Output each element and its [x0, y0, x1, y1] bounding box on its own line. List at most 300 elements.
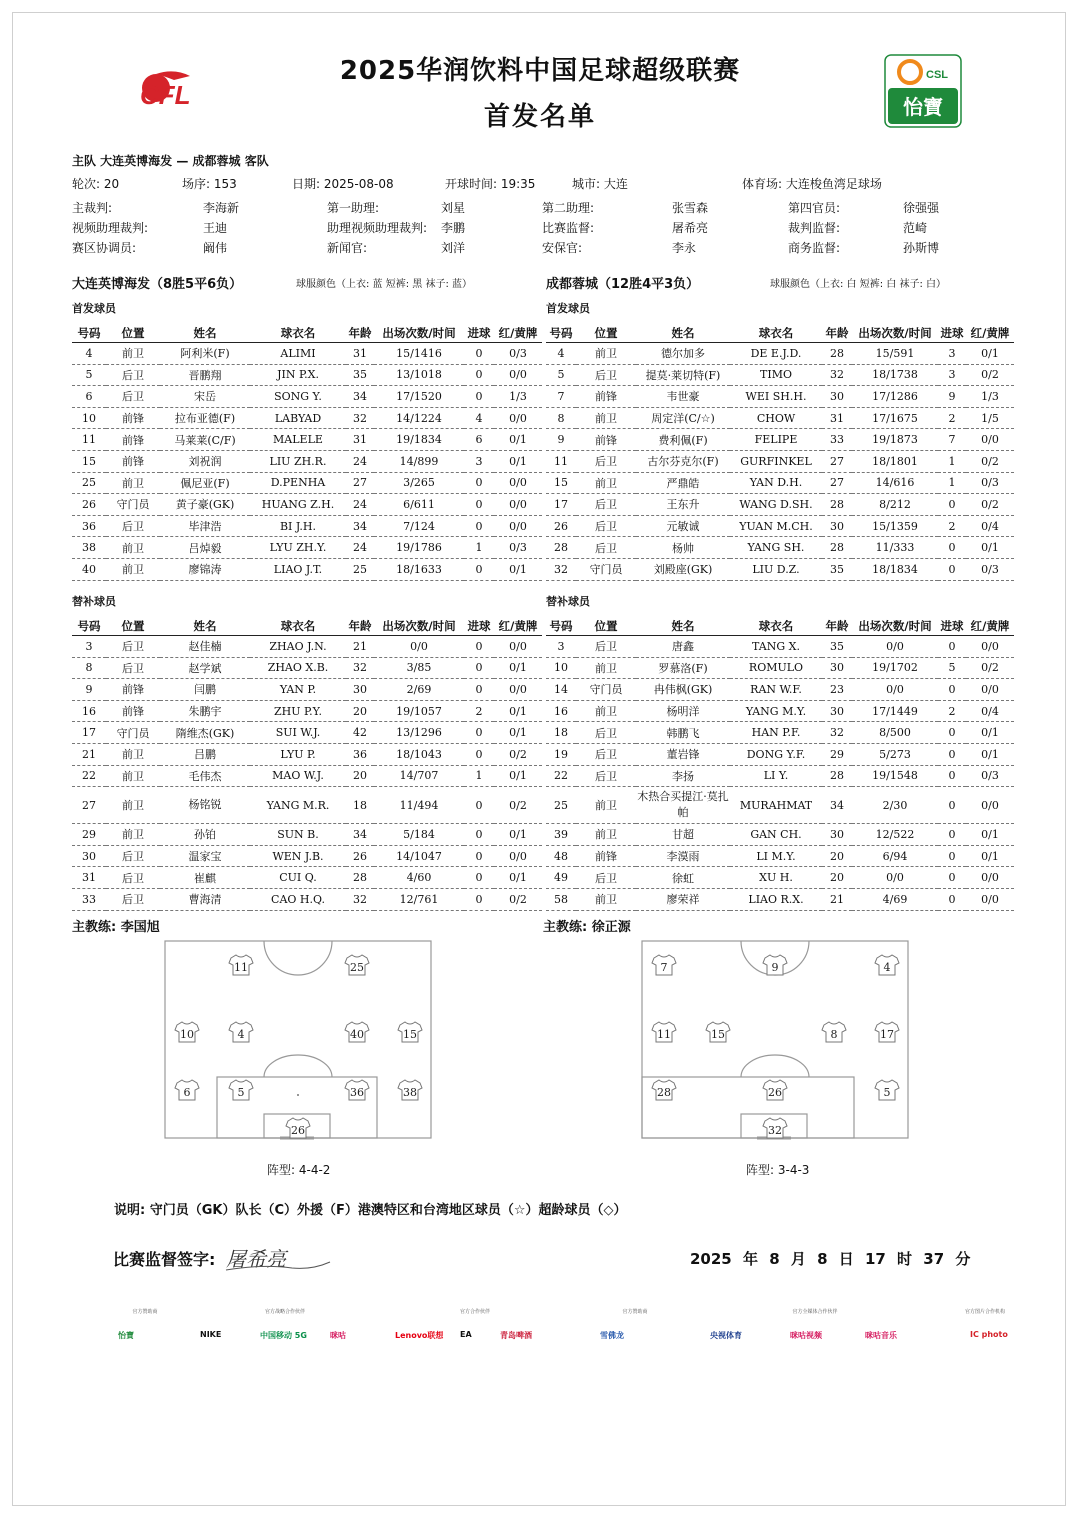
player-jersey-icon [652, 955, 676, 975]
official-name: 李永 [672, 241, 697, 255]
table-cell: 0/1 [494, 765, 542, 787]
kickoff-time: 开球时间: 19:35 [445, 177, 536, 191]
table-cell: 12/761 [374, 888, 464, 910]
player-jersey-icon [345, 955, 369, 975]
table-cell: 30 [72, 845, 106, 867]
player-jersey-icon [175, 1022, 199, 1042]
table-cell: 守门员 [106, 722, 160, 744]
table-cell: 16 [72, 700, 106, 722]
table-row [546, 845, 1014, 867]
table-cell: 廖锦涛 [160, 558, 250, 580]
table-cell: 1 [464, 537, 494, 559]
table-cell: 8/500 [852, 722, 938, 744]
table-cell: 11 [72, 429, 106, 451]
table-row [546, 867, 1014, 889]
table-cell: 25 [546, 787, 576, 824]
official-name: 李鹏 [441, 221, 466, 235]
table-cell: 29 [72, 824, 106, 846]
table-cell: 吕焯毅 [160, 537, 250, 559]
table-cell: 0 [464, 558, 494, 580]
table-cell: 5 [938, 657, 966, 679]
table-cell: SUN B. [250, 824, 346, 846]
table-cell: 9 [72, 679, 106, 701]
home-starters-table [72, 324, 542, 581]
table-cell: 8/212 [852, 494, 938, 516]
table-row [72, 743, 542, 765]
table-cell: 0/2 [494, 787, 542, 824]
table-cell: 王东升 [636, 494, 730, 516]
table-cell: 27 [822, 472, 852, 494]
table-cell: 1/3 [494, 386, 542, 408]
column-header: 球衣名 [250, 617, 346, 636]
column-header: 进球 [464, 617, 494, 636]
table-cell: 后卫 [576, 765, 636, 787]
table-cell: 5 [72, 364, 106, 386]
table-row [72, 515, 542, 537]
table-cell: 20 [822, 867, 852, 889]
player-jersey-number: 28 [657, 1086, 671, 1099]
table-cell: 19/1873 [852, 429, 938, 451]
player-jersey-number: 38 [403, 1086, 417, 1099]
table-cell: 杨铭锐 [160, 787, 250, 824]
table-cell: 0/0 [494, 494, 542, 516]
table-cell: HUANG Z.H. [250, 494, 346, 516]
home-subs-table [72, 617, 542, 911]
table-row [72, 888, 542, 910]
table-cell: 0/0 [852, 636, 938, 658]
table-cell: YAN P. [250, 679, 346, 701]
table-cell: 前卫 [576, 472, 636, 494]
official-role: 第二助理: [542, 201, 595, 215]
table-cell: 杨帅 [636, 537, 730, 559]
column-header: 姓名 [160, 324, 250, 343]
player-jersey-number: 7 [660, 961, 668, 974]
player-jersey-number: 5 [237, 1086, 245, 1099]
sponsor-logo: Lenovo联想 [395, 1331, 444, 1340]
table-cell: 0/1 [494, 429, 542, 451]
table-cell: 31 [822, 407, 852, 429]
table-cell: 吕鹏 [160, 743, 250, 765]
player-jersey-number: 9 [771, 961, 779, 974]
sponsor-logo: 咪咕视频 [790, 1331, 822, 1340]
official-name: 王迪 [203, 221, 228, 235]
sponsor-logo: 青岛啤酒 [500, 1331, 532, 1340]
player-jersey-number: 10 [180, 1028, 194, 1041]
table-cell: 32 [822, 722, 852, 744]
table-cell: 0/0 [494, 407, 542, 429]
player-jersey-icon [175, 1080, 199, 1100]
table-cell: 11/333 [852, 537, 938, 559]
match-number: 场序: 153 [182, 177, 237, 191]
table-cell: 28 [346, 867, 374, 889]
table-cell: 19 [546, 743, 576, 765]
table-cell: 0/4 [966, 515, 1014, 537]
table-cell: 2 [938, 515, 966, 537]
table-cell: 19/1834 [374, 429, 464, 451]
table-cell: LI M.Y. [730, 845, 822, 867]
column-header: 姓名 [636, 617, 730, 636]
table-row [546, 343, 1014, 365]
player-jersey-number: 6 [183, 1086, 191, 1099]
table-cell: 0/0 [494, 364, 542, 386]
table-cell: 33 [822, 429, 852, 451]
table-cell: 24 [346, 494, 374, 516]
table-cell: 0/2 [966, 364, 1014, 386]
table-cell: 晋鹏翔 [160, 364, 250, 386]
table-cell: 28 [822, 537, 852, 559]
table-cell: 29 [822, 743, 852, 765]
table-cell: 前锋 [576, 386, 636, 408]
table-cell: 前卫 [106, 472, 160, 494]
table-cell: 后卫 [576, 867, 636, 889]
official-role: 赛区协调员: [72, 241, 137, 255]
table-row [546, 537, 1014, 559]
home-coach: 主教练: 李国旭 [72, 920, 160, 935]
table-row [72, 364, 542, 386]
table-cell: 前锋 [106, 450, 160, 472]
table-cell: 0/3 [966, 558, 1014, 580]
teams-line: 主队 大连英博海发 — 成都蓉城 客队 [72, 154, 269, 168]
table-cell: 0 [464, 636, 494, 658]
table-cell: ZHU P.Y. [250, 700, 346, 722]
table-cell: 20 [346, 765, 374, 787]
official-role: 商务监督: [788, 241, 841, 255]
table-cell: CHOW [730, 407, 822, 429]
table-row [72, 558, 542, 580]
column-header: 位置 [576, 617, 636, 636]
table-cell: 26 [72, 494, 106, 516]
official-role: 比赛监督: [542, 221, 595, 235]
table-cell: RAN W.F. [730, 679, 822, 701]
table-row [72, 429, 542, 451]
legend-note: 说明: 守门员（GK）队长（C）外援（F）港澳特区和台湾地区球员（☆）超龄球员（◇） [114, 1203, 627, 1218]
home-kit-colors: 球服颜色（上衣: 蓝 短裤: 黑 袜子: 蓝） [296, 279, 473, 290]
column-header: 年龄 [822, 324, 852, 343]
table-cell: 阿利米(F) [160, 343, 250, 365]
table-row [72, 407, 542, 429]
table-cell: 0 [938, 743, 966, 765]
official-role: 助理视频助理裁判: [327, 221, 428, 235]
table-cell: 前卫 [106, 558, 160, 580]
table-cell: 后卫 [576, 494, 636, 516]
table-cell: 11 [546, 450, 576, 472]
table-cell: 16 [546, 700, 576, 722]
table-cell: 32 [346, 657, 374, 679]
table-cell: BI J.H. [250, 515, 346, 537]
table-cell: 2/69 [374, 679, 464, 701]
table-cell: 30 [822, 700, 852, 722]
table-cell: 0/0 [966, 787, 1014, 824]
player-jersey-number: 25 [350, 961, 364, 974]
table-cell: 6/611 [374, 494, 464, 516]
table-row [546, 743, 1014, 765]
table-cell: 佩尼亚(F) [160, 472, 250, 494]
away-coach: 主教练: 徐正源 [543, 920, 631, 935]
home-formation-pitch [164, 940, 432, 1140]
table-cell: 40 [72, 558, 106, 580]
table-cell: MURAHMAT [730, 787, 822, 824]
table-cell: 后卫 [106, 845, 160, 867]
table-cell: 28 [822, 343, 852, 365]
table-row [546, 888, 1014, 910]
player-jersey-number: 36 [350, 1086, 364, 1099]
table-cell: 后卫 [576, 743, 636, 765]
player-jersey-icon [875, 955, 899, 975]
player-jersey-number: 40 [350, 1028, 364, 1041]
table-cell: 34 [346, 824, 374, 846]
column-header: 年龄 [346, 617, 374, 636]
table-cell: 朱鹏宇 [160, 700, 250, 722]
home-starters-label: 首发球员 [72, 302, 116, 315]
official-name: 孙斯博 [903, 241, 940, 255]
player-jersey-icon [345, 1080, 369, 1100]
table-cell: 28 [822, 494, 852, 516]
table-cell: 0 [464, 824, 494, 846]
away-team-name: 成都蓉城（12胜4平3负） [546, 277, 700, 292]
table-cell: 14 [546, 679, 576, 701]
table-cell: 0/1 [966, 722, 1014, 744]
sponsor-logo: IC photo [970, 1330, 1008, 1339]
table-cell: 0/0 [494, 472, 542, 494]
table-cell: 31 [346, 429, 374, 451]
away-formation-pitch [641, 940, 909, 1140]
table-cell: 19/1786 [374, 537, 464, 559]
table-row [546, 407, 1014, 429]
table-cell: 0/0 [852, 679, 938, 701]
table-cell: 18/1801 [852, 450, 938, 472]
table-cell: 24 [346, 450, 374, 472]
table-cell: WANG D.SH. [730, 494, 822, 516]
table-cell: 0/3 [966, 765, 1014, 787]
away-subs-label: 替补球员 [546, 595, 590, 608]
table-cell: 0/0 [494, 515, 542, 537]
table-cell: 20 [822, 845, 852, 867]
table-cell: 0 [464, 472, 494, 494]
table-cell: 0/3 [494, 343, 542, 365]
column-header: 年龄 [346, 324, 374, 343]
table-cell: 7 [938, 429, 966, 451]
table-cell: 36 [72, 515, 106, 537]
table-cell: 18/1043 [374, 743, 464, 765]
table-cell: 0 [938, 867, 966, 889]
table-cell: 刘祝润 [160, 450, 250, 472]
table-cell: 13/1018 [374, 364, 464, 386]
table-cell: CUI Q. [250, 867, 346, 889]
player-jersey-icon [822, 1022, 846, 1042]
table-row [546, 824, 1014, 846]
column-header: 红/黄牌 [966, 324, 1014, 343]
column-header: 出场次数/时间 [852, 617, 938, 636]
table-cell: 3 [546, 636, 576, 658]
table-cell: 35 [346, 364, 374, 386]
player-jersey-number: 11 [657, 1028, 671, 1041]
table-cell: 30 [822, 515, 852, 537]
table-cell: TANG X. [730, 636, 822, 658]
away-starters-label: 首发球员 [546, 302, 590, 315]
table-cell: 宋岳 [160, 386, 250, 408]
table-cell: 1 [938, 472, 966, 494]
table-cell: 前锋 [106, 407, 160, 429]
table-cell: 0 [938, 765, 966, 787]
table-cell: 2 [464, 700, 494, 722]
table-cell: 前卫 [576, 824, 636, 846]
table-cell: 34 [346, 386, 374, 408]
official-name: 刘星 [441, 201, 466, 215]
table-cell: 49 [546, 867, 576, 889]
table-cell: 赵学斌 [160, 657, 250, 679]
table-cell: 15 [546, 472, 576, 494]
table-cell: 3 [464, 450, 494, 472]
table-cell: MALELE [250, 429, 346, 451]
supervisor-signature [222, 1240, 334, 1276]
table-cell: 前卫 [576, 343, 636, 365]
player-jersey-icon [652, 1022, 676, 1042]
table-cell: 前卫 [106, 743, 160, 765]
table-cell: 0/1 [494, 657, 542, 679]
table-row [72, 722, 542, 744]
official-role: 安保官: [542, 241, 583, 255]
player-jersey-icon [345, 1022, 369, 1042]
table-cell: CAO H.Q. [250, 888, 346, 910]
table-cell: 0 [464, 386, 494, 408]
table-cell: 曹海清 [160, 888, 250, 910]
table-cell: 36 [346, 743, 374, 765]
table-cell: 0/0 [852, 867, 938, 889]
table-cell: 12/522 [852, 824, 938, 846]
table-cell: 后卫 [106, 888, 160, 910]
table-cell: 25 [346, 558, 374, 580]
column-header: 球衣名 [730, 324, 822, 343]
table-cell: 20 [346, 700, 374, 722]
table-cell: 30 [346, 679, 374, 701]
table-cell: 0/1 [494, 700, 542, 722]
table-cell: LIU D.Z. [730, 558, 822, 580]
table-cell: 15 [72, 450, 106, 472]
table-cell: 毛伟杰 [160, 765, 250, 787]
table-cell: 32 [346, 888, 374, 910]
table-cell: 4/60 [374, 867, 464, 889]
table-cell: 10 [546, 657, 576, 679]
table-cell: 前卫 [106, 537, 160, 559]
table-cell: GURFINKEL [730, 450, 822, 472]
sponsor-logo: EA [460, 1330, 472, 1339]
table-row [546, 765, 1014, 787]
table-cell: 3/265 [374, 472, 464, 494]
table-cell: 0/1 [966, 343, 1014, 365]
table-cell: 后卫 [576, 722, 636, 744]
player-jersey-icon [763, 1080, 787, 1100]
table-cell: 3 [938, 364, 966, 386]
table-cell: 2 [938, 407, 966, 429]
table-row [546, 450, 1014, 472]
table-cell: 后卫 [576, 450, 636, 472]
table-cell: 6/94 [852, 845, 938, 867]
table-cell: 14/707 [374, 765, 464, 787]
table-cell: 0 [464, 722, 494, 744]
table-cell: 31 [346, 343, 374, 365]
official-role: 第一助理: [327, 201, 380, 215]
table-row [546, 679, 1014, 701]
table-cell: LIU ZH.R. [250, 450, 346, 472]
table-cell: 14/899 [374, 450, 464, 472]
column-header: 红/黄牌 [966, 617, 1014, 636]
table-cell: 8 [72, 657, 106, 679]
player-jersey-icon [398, 1022, 422, 1042]
table-cell: 18/1738 [852, 364, 938, 386]
table-cell: 30 [822, 824, 852, 846]
player-jersey-number: 11 [234, 961, 248, 974]
table-cell: 隋维杰(GK) [160, 722, 250, 744]
table-cell: ALIMI [250, 343, 346, 365]
table-cell: 9 [938, 386, 966, 408]
city: 城市: 大连 [572, 177, 628, 191]
table-cell: 1/5 [966, 407, 1014, 429]
column-header: 位置 [106, 324, 160, 343]
table-cell: 0 [938, 722, 966, 744]
table-cell: 1 [464, 765, 494, 787]
table-cell: 后卫 [106, 867, 160, 889]
table-row [546, 364, 1014, 386]
table-cell: XU H. [730, 867, 822, 889]
table-cell: 古尔芬克尔(F) [636, 450, 730, 472]
sponsor-logo: 咪咕音乐 [865, 1331, 897, 1340]
sponsor-logo: 雪佛龙 [600, 1331, 624, 1340]
table-cell: 18/1633 [374, 558, 464, 580]
table-cell: 0/2 [494, 743, 542, 765]
table-cell: 0/1 [494, 867, 542, 889]
table-cell: 前卫 [576, 407, 636, 429]
table-cell: 0 [464, 494, 494, 516]
table-cell: 19/1548 [852, 765, 938, 787]
table-cell: 后卫 [106, 636, 160, 658]
table-cell: 前卫 [106, 343, 160, 365]
player-jersey-icon [706, 1022, 730, 1042]
table-cell: 0/1 [966, 824, 1014, 846]
table-row [546, 494, 1014, 516]
table-row [546, 558, 1014, 580]
table-cell: DE E.J.D. [730, 343, 822, 365]
table-cell: 1/3 [966, 386, 1014, 408]
player-jersey-number: 32 [768, 1124, 782, 1137]
svg-text:屠希亮: 屠希亮 [226, 1247, 286, 1271]
table-cell: ROMULO [730, 657, 822, 679]
table-cell: 0/0 [966, 636, 1014, 658]
table-row [546, 429, 1014, 451]
table-cell: 德尔加多 [636, 343, 730, 365]
table-cell: 冉伟枫(GK) [636, 679, 730, 701]
table-cell: 0/1 [494, 558, 542, 580]
table-row [72, 343, 542, 365]
table-cell: 0/0 [966, 867, 1014, 889]
table-cell: WEI SH.H. [730, 386, 822, 408]
table-cell: 11/494 [374, 787, 464, 824]
table-cell: 0/0 [966, 429, 1014, 451]
table-row [72, 845, 542, 867]
table-cell: 罗慕洛(F) [636, 657, 730, 679]
table-row [546, 515, 1014, 537]
table-cell: MAO W.J. [250, 765, 346, 787]
table-cell: 0 [464, 364, 494, 386]
table-cell: 15/591 [852, 343, 938, 365]
table-cell: 董岩锋 [636, 743, 730, 765]
column-header: 号码 [72, 324, 106, 343]
table-cell: 0 [464, 679, 494, 701]
table-cell: 后卫 [106, 364, 160, 386]
table-cell: 后卫 [106, 386, 160, 408]
table-cell: YUAN M.CH. [730, 515, 822, 537]
table-cell: 0 [938, 494, 966, 516]
table-row [72, 700, 542, 722]
